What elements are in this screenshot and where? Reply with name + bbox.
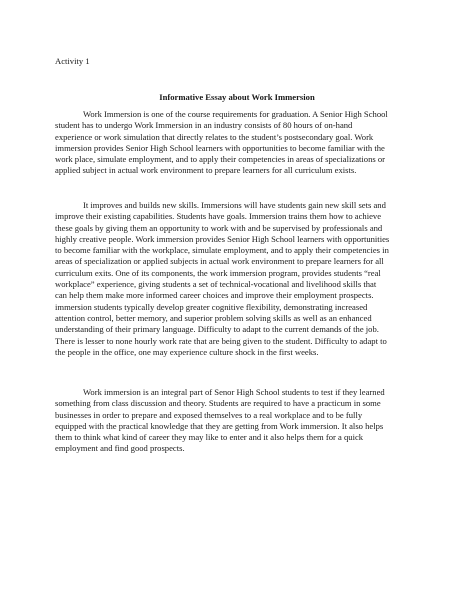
paragraph-line: businesses in order to prepare and exposed themselves to a real workplace and to be fully bbox=[55, 409, 363, 420]
paragraph-line: employment and find good prospects. bbox=[55, 443, 185, 454]
paragraph-line: something from class discussion and theory. Students are required to have a practicum in some bbox=[55, 398, 381, 409]
paragraph-line: student has to undergo Work Immersion in an industry consists of 80 hours of on-hand bbox=[55, 120, 353, 131]
paragraph-line: can help them make more informed career choices and improve their employment prospects. bbox=[55, 290, 374, 301]
paragraph-2 bbox=[55, 200, 419, 358]
paragraph-3 bbox=[55, 387, 419, 455]
paragraph-line: to become familiar with the workplace, simulate employment, and to apply their competencies in bbox=[55, 245, 389, 256]
activity-label: Activity 1 bbox=[55, 56, 90, 66]
paragraph-line: understanding of their primary language. Difficulty to adapt to the current demands of the job. bbox=[55, 324, 379, 335]
paragraph-line: applied subject in actual work environment to prepare learners for all curriculum exists. bbox=[55, 165, 357, 176]
paragraph-line: attention control, better memory, and superior problem solving skills as well as an enhanced bbox=[55, 312, 372, 323]
paragraph-line: immersion students typically develop greater cognitive flexibility, demonstrating increased bbox=[55, 301, 368, 312]
paragraph-line: immersion provides Senior High School learners with opportunities to become familiar with the bbox=[55, 142, 385, 153]
paragraph-line: work place, simulate employment, and to apply their competencies in areas of specializations or bbox=[55, 154, 386, 165]
paragraph-line: workplace” experience, giving students a set of technical-vocational and livelihood skills that bbox=[55, 279, 377, 290]
paragraph-line: Work immersion is an integral part of Senor High School students to test if they learned bbox=[83, 387, 385, 397]
paragraph-1 bbox=[55, 109, 419, 177]
paragraph-line: areas of specialization or applied subjects in actual work environment to prepare learners for all bbox=[55, 256, 384, 267]
paragraph-line: experience or work simulation that directly relates to the student’s postsecondary goal. Work bbox=[55, 131, 374, 142]
essay-title: Informative Essay about Work Immersion bbox=[159, 92, 315, 102]
paragraph-line: the people in the office, one may experience culture shock in the first weeks. bbox=[55, 346, 319, 357]
paragraph-line: curriculum exits. One of its components, the work immersion program, provides students “real bbox=[55, 267, 381, 278]
paragraph-line: It improves and builds new skills. Immersions will have students gain new skill sets and bbox=[83, 200, 386, 210]
paragraph-line: There is lesser to none hourly work rate that are being given to the student. Difficulty to adapt to bbox=[55, 335, 387, 346]
paragraph-line: equipped with the practical knowledge that they are getting from Work immersion. It also helps bbox=[55, 420, 384, 431]
paragraph-line: Work Immersion is one of the course requirements for graduation. A Senior High School bbox=[83, 109, 388, 119]
paragraph-line: improve their existing capabilities. Students have goals. Immersion trains them how to achieve bbox=[55, 211, 382, 222]
paragraph-line: them to think what kind of career they may like to enter and it also helps them for a quick bbox=[55, 432, 364, 443]
paragraph-line: these goals by giving them an opportunity to work with and be supervised by professionals and bbox=[55, 222, 383, 233]
paragraph-line: highly creative people. Work immersion provides Senior High School learners with opportunities bbox=[55, 233, 390, 244]
